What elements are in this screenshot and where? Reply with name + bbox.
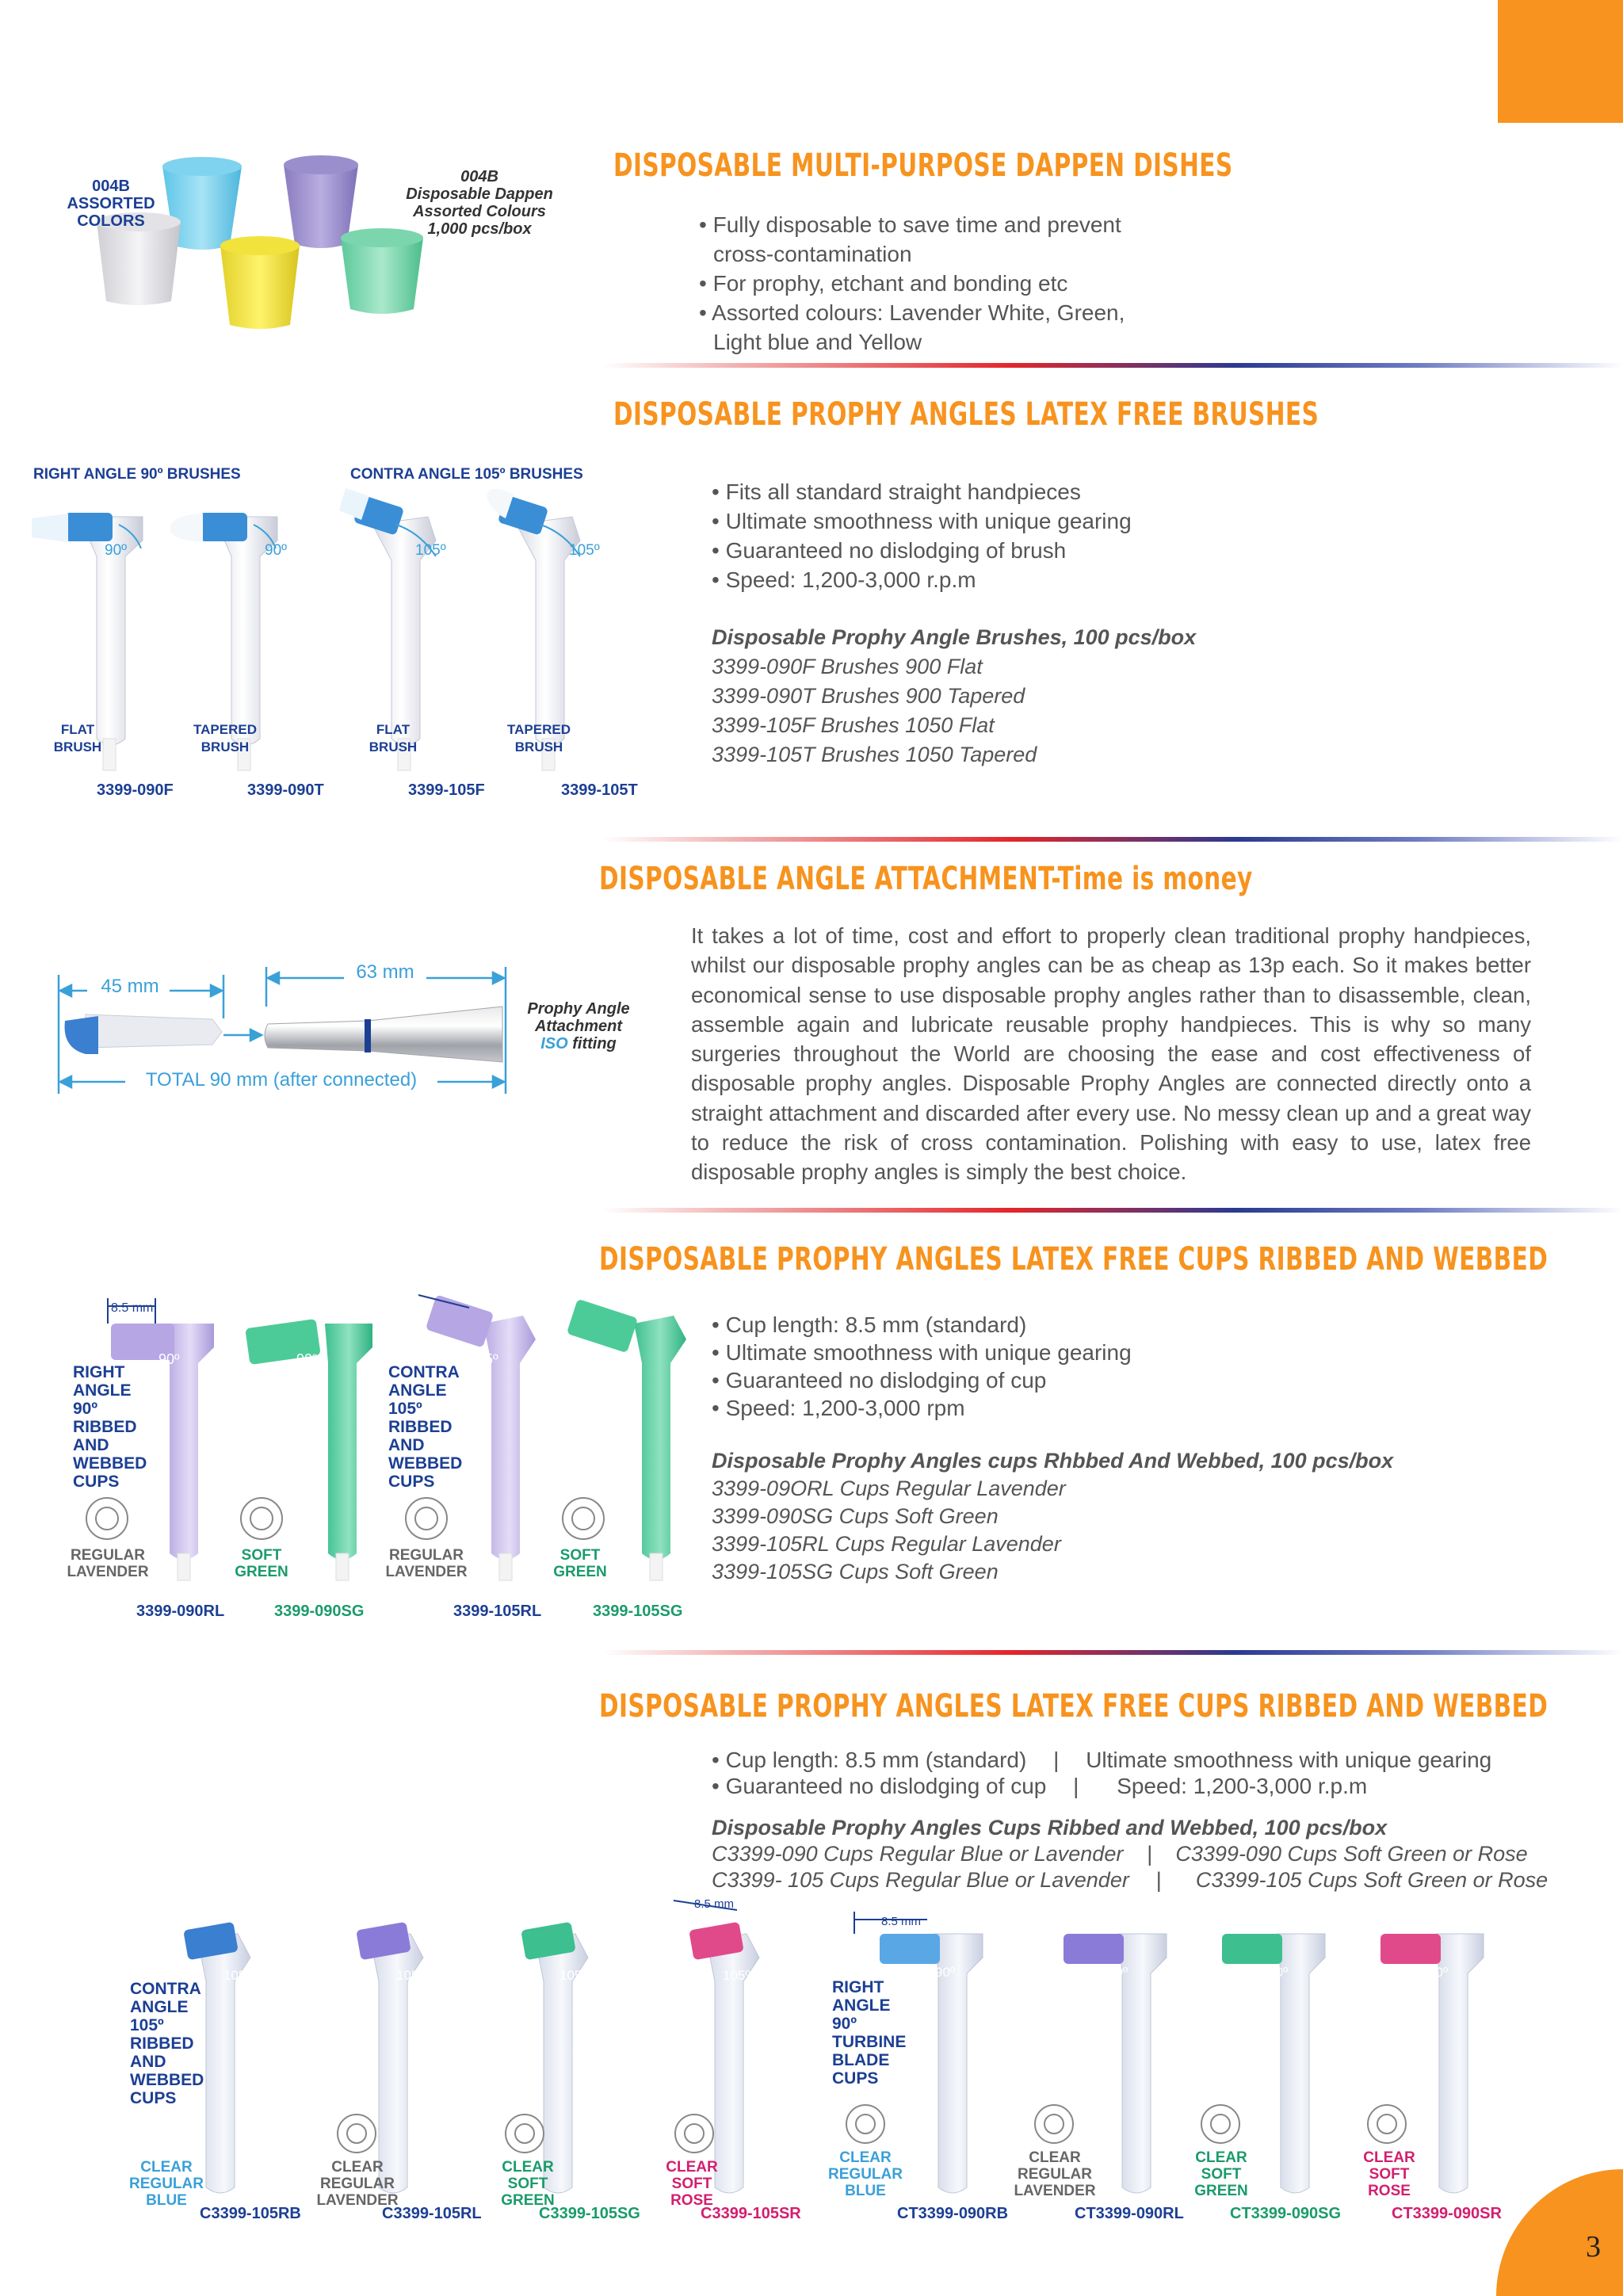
product-code: C3399-105SR: [701, 2205, 801, 2222]
cup-type: CLEAR REGULAR BLUE: [828, 2149, 903, 2199]
dimension-63: 63 mm: [356, 961, 414, 983]
product-code: CT3399-090RB: [897, 2205, 1009, 2222]
section1-title: DISPOSABLE MULTI-PURPOSE DAPPEN DISHES: [613, 147, 1233, 184]
spec-heading: Disposable Prophy Angle Brushes, 100 pcs/box: [712, 625, 1197, 649]
angle-label: 90º: [1268, 1965, 1289, 1980]
brush-type: TAPERED BRUSH: [193, 722, 257, 755]
product-code: 3399-105SG: [593, 1603, 683, 1620]
spec-item: 3399-09ORL Cups Regular Lavender: [712, 1477, 1066, 1500]
spec-heading: Disposable Prophy Angles Cups Ribbed and Webbed, 100 pcs/box: [712, 1816, 1388, 1839]
bullet: • Ultimate smoothness with unique gearing: [712, 506, 1266, 536]
spec-row: C3399-090 Cups Regular Blue or Lavender | C3399-090 Cups Soft Green or Rose: [712, 1842, 1528, 1866]
cup-dimension: 8.5 mm: [694, 1897, 735, 1911]
product-code: CT3399-090RL: [1075, 2205, 1184, 2222]
angle-label: 105º: [559, 1968, 587, 1983]
product-code: 3399-105RL: [453, 1603, 542, 1620]
angle-label: 105º: [723, 1968, 750, 1983]
cup-type: CLEAR REGULAR BLUE: [129, 2159, 204, 2209]
page-number: 3: [1586, 2230, 1601, 2264]
spec-item: 3399-090SG Cups Soft Green: [712, 1504, 999, 1528]
cup-type: REGULAR LAVENDER: [67, 1547, 149, 1580]
cup-type: CLEAR SOFT ROSE: [1363, 2149, 1415, 2199]
bullet-row: • Guaranteed no dislodging of cup | Speed: 1,200-3,000 r.p.m: [712, 1774, 1368, 1798]
angle-label: 90º: [1428, 1965, 1449, 1980]
cups-label-contra-angle: CONTRA ANGLE 105º RIBBED AND WEBBED CUPS: [388, 1363, 463, 1491]
bullet: • Fully disposable to save time and prevent cross-contamination: [699, 210, 1174, 269]
clear-cups-label-contra: CONTRA ANGLE 105º RIBBED AND WEBBED CUPS: [130, 1980, 204, 2107]
dimension-45: 45 mm: [101, 976, 159, 997]
spec-row: C3399- 105 Cups Regular Blue or Lavender | C3399-105 Cups Soft Green or Rose: [712, 1868, 1549, 1892]
product-code: 3399-090F: [97, 781, 174, 799]
product-code: 3399-090SG: [274, 1603, 365, 1620]
bullet: • Speed: 1,200-3,000 r.p.m: [712, 565, 1266, 594]
attachment-caption: Prophy Angle Attachment ISO fitting: [527, 1000, 630, 1052]
divider: [602, 1650, 1623, 1655]
dappen-label-right: 004B Disposable Dappen Assorted Colours 1,000 pcs/box: [406, 168, 553, 238]
clear-cups-label-right: RIGHT ANGLE 90º TURBINE BLADE CUPS: [832, 1978, 907, 2088]
angle-label: 90º: [296, 1351, 318, 1367]
angle-label: 90º: [265, 542, 288, 559]
divider: [602, 1208, 1623, 1213]
spec-heading: Disposable Prophy Angles cups Rhbbed And Webbed, 100 pcs/box: [712, 1449, 1394, 1473]
section1-bullets: [699, 210, 1174, 357]
section3-title: DISPOSABLE ANGLE ATTACHMENT-Time is money: [599, 861, 1253, 897]
product-code: CT3399-090SR: [1392, 2205, 1502, 2222]
bullet: • Ultimate smoothness with unique gearing: [712, 1339, 1266, 1366]
angle-label: 105º: [469, 1351, 498, 1367]
brush-type: TAPERED BRUSH: [507, 722, 571, 755]
section2-spec: [712, 623, 1425, 770]
brush-type: FLAT BRUSH: [53, 722, 102, 755]
spec-item: 3399-105SG Cups Soft Green: [712, 1560, 999, 1584]
bullet: • Cup length: 8.5 mm (standard): [712, 1311, 1266, 1339]
angle-label: 90º: [158, 1351, 180, 1367]
spec-item: 3399-105RL Cups Regular Lavender: [712, 1532, 1061, 1556]
product-code: 3399-105T: [561, 781, 638, 799]
section2-bullets: [712, 477, 1266, 594]
cup-type: CLEAR SOFT GREEN: [501, 2159, 555, 2209]
cup-type: REGULAR LAVENDER: [385, 1547, 468, 1580]
corner-tab-bottom: [1496, 2169, 1623, 2296]
product-code: 3399-105F: [408, 781, 485, 799]
angle-label: 105º: [569, 542, 600, 559]
section4-bullets: [712, 1311, 1266, 1422]
product-code: 3399-090T: [247, 781, 324, 799]
section2-title: DISPOSABLE PROPHY ANGLES LATEX FREE BRUSHES: [613, 396, 1319, 433]
bullet: • Assorted colours: Lavender White, Green, Light blue and Yellow: [699, 298, 1174, 357]
product-code: C3399-105RL: [382, 2205, 482, 2222]
product-code: 3399-090RL: [136, 1603, 225, 1620]
angle-label: 90º: [1108, 1965, 1128, 1980]
section5-bullets: [712, 1747, 1583, 1799]
brush-type: FLAT BRUSH: [369, 722, 418, 755]
cup-type: SOFT GREEN: [553, 1547, 607, 1580]
bullet: • For prophy, etchant and bonding etc: [699, 269, 1174, 298]
cups-label-right-angle: RIGHT ANGLE 90º RIBBED AND WEBBED CUPS: [73, 1363, 147, 1491]
spec-item: 3399-105F Brushes 1050 Flat: [712, 713, 995, 737]
bullet: • Speed: 1,200-3,000 rpm: [712, 1394, 1266, 1422]
corner-tab-top: [1498, 0, 1623, 123]
cup-type: CLEAR REGULAR LAVENDER: [1014, 2149, 1096, 2199]
product-code: C3399-105RB: [200, 2205, 301, 2222]
product-code: CT3399-090SG: [1230, 2205, 1342, 2222]
spec-item: 3399-090T Brushes 900 Tapered: [712, 684, 1025, 708]
angle-label: 105º: [396, 1968, 424, 1983]
section3-paragraph: It takes a lot of time, cost and effort to properly clean traditional prophy handpieces, whilst our disposable prophy angles can be as cheap as 13p each. So it makes better economical sense to use disposable prophy angles rather than to disassemble, clean, assemble again and lubricate reusable prophy handpieces. This is why so many surgeries throughout the World are choosing the ease and cost effectiveness of disposable prophy angles. Disposable Prophy Angles are connected directly onto a straight attachment and discarded after every use. No messy clean up and a great way to reduce the risk of cross contamination. Polishing with easy to use, latex free disposable prophy angles is simply the best choice.: [691, 923, 1531, 1185]
brush-header-right: CONTRA ANGLE 105º BRUSHES: [350, 466, 583, 483]
spec-item: 3399-105T Brushes 1050 Tapered: [712, 743, 1037, 766]
cup-type: SOFT GREEN: [235, 1547, 288, 1580]
dappen-label-left: 004B ASSORTED COLORS: [67, 178, 155, 230]
dimension-total: TOTAL 90 mm (after connected): [145, 1069, 418, 1091]
section5-spec: [712, 1815, 1599, 1893]
bullet: • Fits all standard straight handpieces: [712, 477, 1266, 506]
angle-label: 105º: [415, 542, 446, 559]
cup-type: CLEAR SOFT GREEN: [1194, 2149, 1248, 2199]
cup-type: CLEAR SOFT ROSE: [666, 2159, 718, 2209]
bullet-row: • Cup length: 8.5 mm (standard) | Ultimate smoothness with unique gearing: [712, 1748, 1492, 1772]
angle-label: 90º: [105, 542, 128, 559]
spec-item: 3399-090F Brushes 900 Flat: [712, 655, 983, 678]
bullet: • Guaranteed no dislodging of cup: [712, 1366, 1266, 1394]
bullet: • Guaranteed no dislodging of brush: [712, 536, 1266, 565]
angle-label: 105º: [610, 1351, 640, 1367]
section4-title: DISPOSABLE PROPHY ANGLES LATEX FREE CUPS RIBBED AND WEBBED: [599, 1241, 1549, 1278]
angle-label: 105º: [223, 1968, 251, 1983]
angle-label: 90º: [935, 1965, 956, 1980]
divider: [602, 363, 1623, 368]
cup-dimension: 8.5 mm: [881, 1915, 922, 1928]
section4-spec: [712, 1447, 1504, 1586]
cup-dimension: 8.5 mm: [111, 1301, 154, 1315]
divider: [602, 837, 1623, 842]
section5-title: DISPOSABLE PROPHY ANGLES LATEX FREE CUPS RIBBED AND WEBBED: [599, 1688, 1549, 1725]
cup-type: CLEAR REGULAR LAVENDER: [316, 2159, 399, 2209]
product-code: C3399-105SG: [539, 2205, 640, 2222]
brush-header-left: RIGHT ANGLE 90º BRUSHES: [33, 466, 241, 483]
